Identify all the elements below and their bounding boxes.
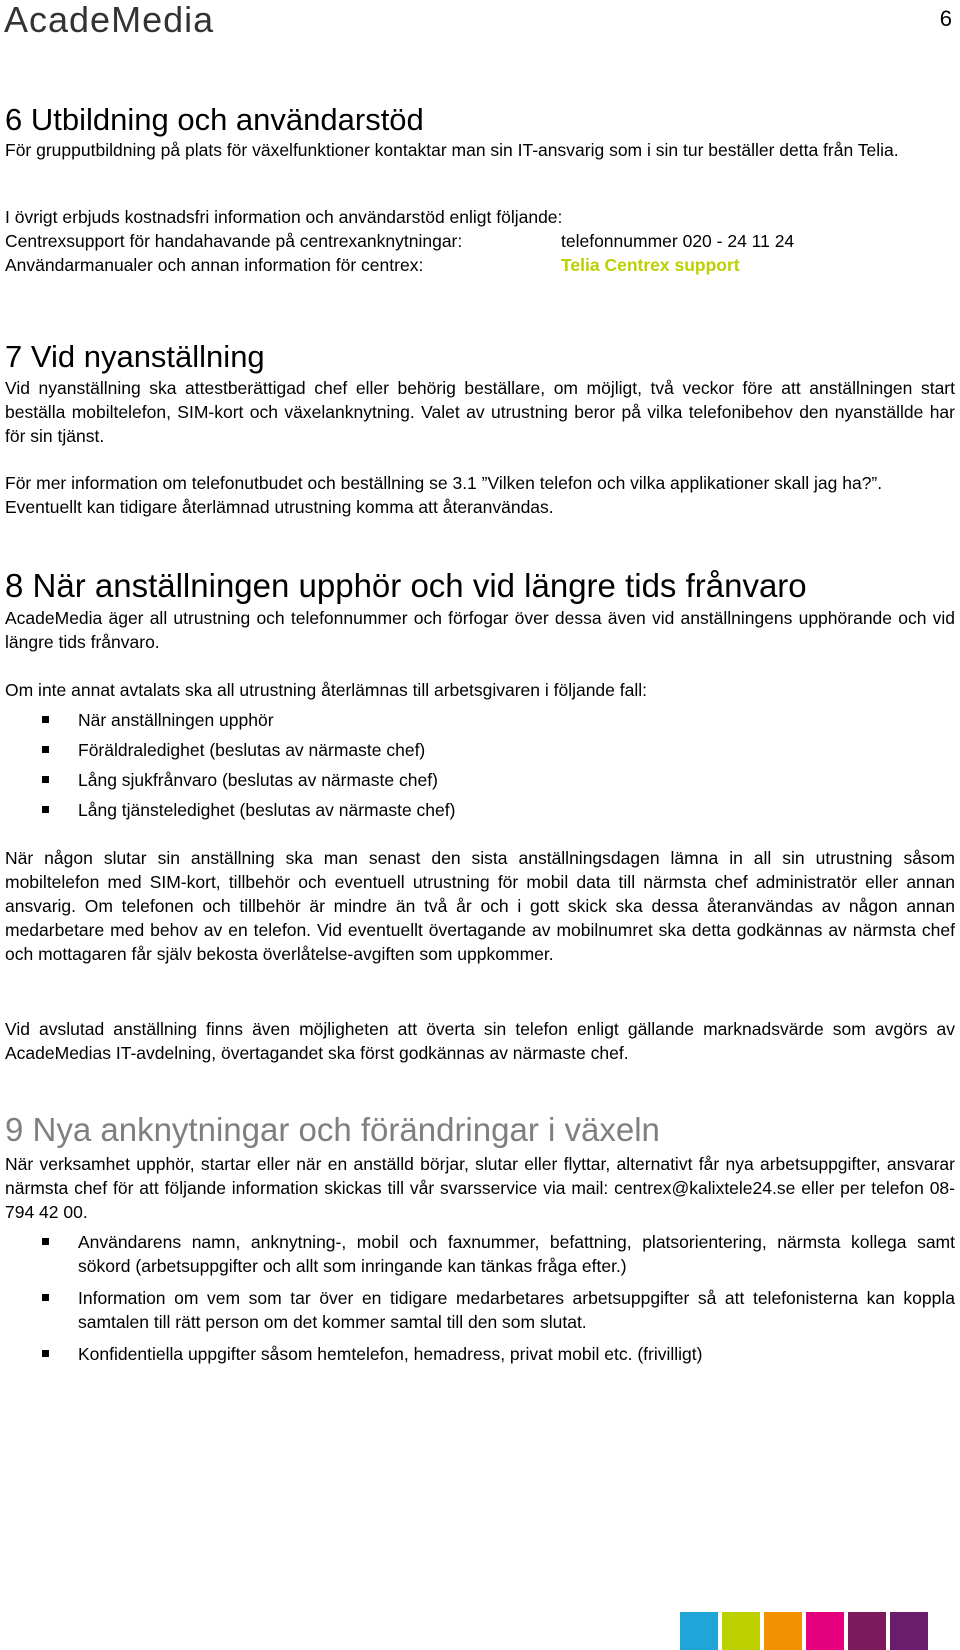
list-item: Föräldraledighet (beslutas av närmaste chef): [5, 738, 955, 762]
section-9-bullet-list: [5, 1230, 955, 1374]
section-9-paragraph-1: När verksamhet upphör, startar eller när en anställd börjar, slutar eller flyttar, alternativt får nya arbetsuppgifter, ansvarar närmsta chef för att följande information skickas till vår svarsservice via mail: centrex@kalixtele24.se eller per telefon 08-794 42 00.: [5, 1154, 955, 1222]
telia-centrex-support-link[interactable]: Telia Centrex support: [561, 255, 740, 275]
academedia-logo: [4, 2, 324, 38]
section-6-paragraph-1: För grupputbildning på plats för växelfunktioner kontaktar man sin IT-ansvarig som i sin tur beställer detta från Telia.: [5, 140, 899, 160]
support-row-manuals: [5, 253, 955, 277]
support-row-phone-label: Centrexsupport för handahavande på centrexanknytningar:: [5, 231, 463, 251]
section-7-paragraph-1: Vid nyanställning ska attestberättigad chef eller behörig beställare, om möjligt, två veckor före att anställningen start beställa mobiltelefon, SIM-kort och växelanknytning. Valet av utrustning beror på vilka telefonibehov den nyanställde har för sin tjänst.: [5, 378, 955, 446]
support-row-phone-value: telefonnummer 020 - 24 11 24: [561, 231, 795, 251]
section-8-paragraph-2: Om inte annat avtalats ska all utrustning återlämnas till arbetsgivaren i följande fall:: [5, 680, 647, 700]
section-8-title: 8 När anställningen upphör och vid längre tids frånvaro: [5, 567, 807, 604]
brand-square: [680, 1612, 718, 1650]
list-item: Lång tjänsteledighet (beslutas av närmaste chef): [5, 798, 955, 822]
section-8-paragraph-4: Vid avslutad anställning finns även möjligheten att överta sin telefon enligt gällande marknadsvärde som avgörs av AcadeMedias IT-avdelning, övertagandet ska först godkännas av närmaste chef.: [5, 1019, 955, 1063]
list-item: Lång sjukfrånvaro (beslutas av närmaste chef): [5, 768, 955, 792]
brand-square: [722, 1612, 760, 1650]
section-8-bullet-list: [5, 708, 955, 828]
brand-square: [890, 1612, 928, 1650]
brand-square: [848, 1612, 886, 1650]
section-8-paragraph-3: När någon slutar sin anställning ska man senast den sista anställningsdagen lämna in all sin utrustning såsom mobiltelefon med SIM-kort, tillbehör och eventuell utrustning för mobil data till närmsta chef administratör eller annan ansvarig. Om telefonen och tillbehör är mindre än två år och i gott skick ska dessa återanvändas av någon annan medarbetare med behov av en telefon. Vid eventuellt övertagande av mobilnumret ska detta godkännas av närmsta chef och mottagaren får själv bekosta överlåtelse-avgiften som uppkommer.: [5, 848, 955, 964]
brand-square: [764, 1612, 802, 1650]
support-row-phone: [5, 229, 955, 253]
brand-square: [806, 1612, 844, 1650]
support-row-manuals-label: Användarmanualer och annan information för centrex:: [5, 255, 424, 275]
page-number: 6: [939, 6, 952, 31]
list-item: Användarens namn, anknytning-, mobil och faxnummer, befattning, platsorientering, närmsta kollega samt sökord (arbetsuppgifter och allt som inringande kan tänkas fråga efter.): [5, 1230, 955, 1278]
section-6-paragraph-2: I övrigt erbjuds kostnadsfri information och användarstöd enligt följande:: [5, 207, 563, 227]
list-item: Information om vem som tar över en tidigare medarbetares arbetsuppgifter så att telefonisterna kan koppla samtalen till rätt person om det kommer samtal till den som slutat.: [5, 1286, 955, 1334]
list-item: Konfidentiella uppgifter såsom hemtelefon, hemadress, privat mobil etc. (frivilligt): [5, 1342, 955, 1366]
section-7-paragraph-2: För mer information om telefonutbudet och beställning se 3.1 ”Vilken telefon och vilka applikationer skall jag ha?”. Eventuellt kan tidigare återlämnad utrustning komma att återanvändas.: [5, 473, 883, 517]
section-6-title: 6 Utbildning och användarstöd: [5, 102, 424, 137]
section-9-title: 9 Nya anknytningar och förändringar i växeln: [5, 1111, 660, 1148]
section-8-paragraph-1: AcadeMedia äger all utrustning och telefonnummer och förfogar över dessa även vid anställningens upphörande och vid längre tids frånvaro.: [5, 608, 955, 652]
logo-text: AcadeMedia: [4, 2, 215, 38]
section-7-title: 7 Vid nyanställning: [5, 339, 265, 374]
list-item: När anställningen upphör: [5, 708, 955, 732]
brand-color-strip: [676, 1612, 928, 1650]
